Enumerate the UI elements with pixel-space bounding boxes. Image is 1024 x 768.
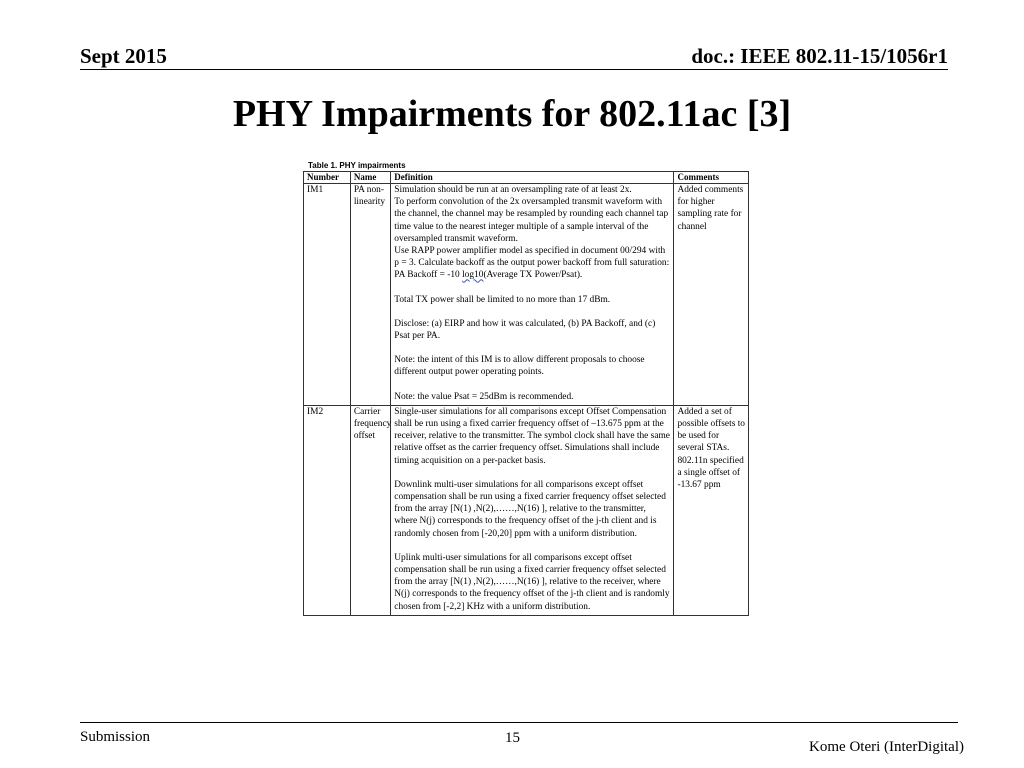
row-number: IM2 [304,405,351,615]
row-comments: Added comments for higher sampling rate for channel [674,184,749,406]
header-number: Number [304,172,351,184]
definition-text: Downlink multi-user simulations for all comparisons except offset compensation shall be run using a fixed carrier frequency offset selected from the array [N(1) ,N(2),……,N(16) ], relative to the transmitter, where N(j) corresponds to the frequency offset of the j-th client and is randomly chosen from [-20,20] ppm with a uniform distribution. [394,479,666,539]
footer-author: Kome Oteri (InterDigital) [809,739,964,755]
definition-text: Simulation should be run at an oversampling rate of at least 2x. [394,185,632,195]
definition-text: Single-user simulations for all comparisons except Offset Compensation shall be run using a fixed carrier frequency offset of –13.675 ppm at the receiver, relative to the transmitter. The symbol clock shall have the same relative offset as the carrier frequency offset. Simulations shall include timing acquisition on a per-packet basis. [394,406,670,466]
footer-submission: Submission [80,729,151,745]
phy-impairments-table [303,171,749,616]
definition-text: Note: the intent of this IM is to allow different proposals to choose different output power operating points. [394,355,645,378]
definition-text: Uplink multi-user simulations for all comparisons except offset compensation shall be run using a fixed carrier frequency offset selected from the array [N(1) ,N(2),……,N(16) ], relative to the receiver, where N(j) corresponds to the frequency offset of the j-th client and is randomly chosen from [-2,2] KHz with a uniform distribution. [394,552,670,612]
table-row [304,405,749,615]
row-definition [391,405,674,615]
table-header-row [304,172,749,184]
row-number: IM1 [304,184,351,406]
header-doc-id: doc.: IEEE 802.11-15/1056r1 [691,44,948,68]
footer-divider [80,722,958,723]
header-divider [80,69,948,70]
row-definition [391,184,674,406]
phy-impairments-figure [303,160,749,616]
slide-title: PHY Impairments for 802.11ac [3] [232,93,792,135]
row-name: PA non-linearity [350,184,390,406]
definition-text: Use RAPP power amplifier model as specified in document 00/294 with p = 3. Calculate backoff as the output power backoff from full saturation: [394,246,670,269]
header-name: Name [350,172,390,184]
header-date: Sept 2015 [80,44,167,68]
definition-text: log10 [462,270,484,281]
table-row [304,184,749,406]
definition-text: To perform convolution of the 2x oversampled transmit waveform with the channel, the channel may be resampled by rounding each channel tap time value to the nearest integer multiple of a sample interval of the oversampled transmit waveform. [394,197,669,244]
definition-text: Disclose: (a) EIRP and how it was calculated, (b) PA Backoff, and (c) Psat per PA. [394,318,656,342]
definition-text: Note: the value Psat = 25dBm is recommended. [394,391,574,402]
definition-text: (Average TX Power/Psat). [483,270,583,281]
table-caption: Table 1. PHY impairments [308,161,406,170]
row-comments: Added a set of possible offsets to be used for several STAs. 802.11n specified a single offset of -13.67 ppm [674,405,749,615]
definition-text: Total TX power shall be limited to no more than 17 dBm. [394,294,611,305]
definition-text: PA Backoff = -10 [394,270,463,281]
page-number: 15 [505,730,520,746]
row-name: Carrier frequency offset [350,405,390,615]
header-definition: Definition [391,172,674,184]
header-comments: Comments [674,172,749,184]
